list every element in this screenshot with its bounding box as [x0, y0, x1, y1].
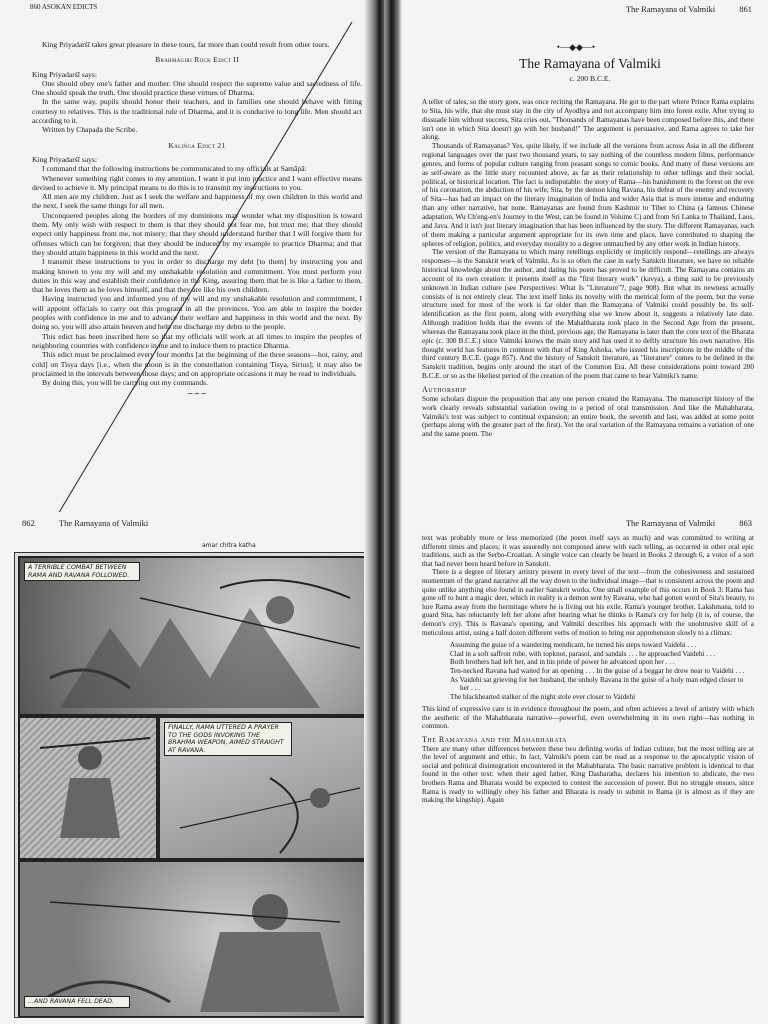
- page-number: 861: [739, 4, 752, 14]
- paragraph: This edict must be proclaimed every four months [at the beginning of the three seasons—hot, rainy, and cold] on Tisya days [i.e., when the moon is in the constellation containing Tisya, Sirius]; it may also be proclaimed in the intervals between those days; and on appropriate occasions it may be read to individuals.: [32, 350, 362, 378]
- fallen-warrior-icon: [20, 862, 368, 1016]
- warrior-figure-icon: [20, 718, 156, 858]
- page-number: 862: [22, 518, 35, 528]
- section-heading: The Ramayana and the Mahabharata: [422, 735, 567, 745]
- comic-panel-battle: [18, 556, 370, 716]
- paragraph: King Priyadarśī says:: [32, 69, 97, 79]
- header-title: The Ramayana of Valmiki: [625, 518, 716, 528]
- chapter-title: The Ramayana of Valmiki: [519, 56, 661, 71]
- running-header: [626, 518, 752, 528]
- paragraph: There is a degree of literary artistry present in every level of the text—from the cohesiveness and sustained momentum of the grand narrative all the way down to the individual image—that is consistent across the poem and quite unlike anything else found in earlier Sanskrit works. One small example of this occurs in Book 3: Rama has gone off to hunt a magic deer, which in reality is a demon sent by Ravana, who had gotten word of Sita's beauty, to lure Rama away from the hermitage where he is living out his exile. Rama's younger brother, Lakshmana, told to guard Sita, has reluctantly left her alone after hearing what he thinks is Rama's cry for help (it is, of course, the demon's cry). This is Ravana's opening, and Valmiki describes his approach with the unobtrusive skill of a meticulous artist, using a half dozen different verbs of motion to bring our apprehension slowly to a climax:: [422, 568, 754, 637]
- paragraph: One should obey one's father and mother. One should respect the supreme value and sacredness of life. One should speak the truth. One should practice these virtues of Dharma.: [32, 78, 362, 98]
- paragraph: The version of the Ramayana to which many retellings explicitly or implicitly respond—retellings are always responses—is the Sanskrit work of Valmiki. As is so often the case in early Sanskrit literature, we have no reliable historical knowledge about the author, and dating his poem has proved to be difficult. The Ramayana contains an account of its own creation: it presents itself as the "first literary work" (kavya), a thing said to be previously unknown in Indian culture (see Perspectives: What Is "Literature"?, page 908). But what its newness actually consists of is not entirely clear. The text itself links its novelty with the metrical form of the poem, but the verse structure used for most of the work is far older than the Ramayana of Valmiki could possibly be. Its self-identification as the first poem, along with everything else we know about it, suggests a relatively late date. Although tradition holds that the events of the Mahabharata took place in the Second Age from the present, whereas the Ramayana took place in the third, previous age, the Ramayana is later than the core text of the Bharata epic (c. 300 B.C.E.) since Valmiki knows the main story and has used it to deftly structure his own narrative. His thought world has features in common with that of King Ashoka, who issued his inscriptions in the middle of the third century B.C.E. (page 857). And the history of Sanskrit literature, as "literature" comes to be defined in the Sanskrit tradition, begins only around the start of the Common Era. All these considerations point toward 200 B.C.E. or so as the likeliest period of the creation of the poem that came to bear Valmiki's name.: [422, 248, 754, 381]
- verse-line: Both brothers had left her, and in his pride of power he advanced upon her . . .: [450, 658, 675, 667]
- verse-line: Ten-necked Ravana had waited for an opening . . . In the guise of a beggar he drew near to Vaidehi . . .: [450, 666, 745, 675]
- comic-illustration: [14, 552, 372, 1018]
- comic-panel-prayer: [158, 716, 370, 860]
- page-860: [0, 0, 384, 512]
- page-861-body: [422, 98, 754, 439]
- paragraph: A teller of tales, so the story goes, was once reciting the Ramayana. He got to the part where Prince Rama explains to Sita, his wife, that she must stay in the city of Ayodhya and not accompany him into forest exile. After trying to dissuade him without success, Sita cries out, "Thousands of Ramayanas have been composed before this, and there isn't one in which Sita doesn't go with her husband!" The argument is persuasive, and Rama agrees to take her along.: [422, 98, 754, 142]
- paragraph: Whenever something right comes to my attention, I want it put into practice and I want effective means devised to achieve it. My principal means to do this is to transmit my instructions to you.: [32, 173, 362, 192]
- paragraph: By doing this, you will be carrying out my commands.: [42, 378, 208, 388]
- comic-caption: ...AND RAVANA FELL DEAD.: [24, 996, 130, 1008]
- page-header: 860 ASOKAN EDICTS: [30, 3, 98, 11]
- paragraph: King Priyadarśī says:: [32, 154, 97, 164]
- verse-block: [422, 641, 754, 701]
- paragraph: Written by Chapaḍa the Scribe.: [42, 125, 138, 135]
- paragraph: Having instructed you and informed you of my will and my unshakable resolution and commitment, I will appoint officials to carry out this program in all the provinces. You are able to inspire the border peoples with confidence in me and to advance their welfare and happiness in this world and the next. By doing so, you will also attain heaven and help me discharge my debts to the people.: [32, 294, 362, 332]
- paragraph: In the same way, pupils should honor their teachers, and in families one should behave with fitting courtesy to relatives. This is the traditional rule of Dharma, and it is conducive to long life. Men should act according to it.: [32, 97, 362, 126]
- end-ornament: ∽∽∽: [187, 389, 207, 399]
- paragraph: Thousands of Ramayanas? Yes, quite likely, if we include all the versions from across Asia in all the different regional languages over the past two thousand years, to say nothing of the countless modern films, performance genres, and forms of popular culture ranging from peasant songs to comic books. And many of these versions are as self-aware as the little story recounted above, as far as their relationship to other tellings and their social, political, or historical location. The fact is indisputable: the story of Rama—his banishment to the forest on the eve of his coronation, the abduction of his wife, Sita, by the demon king Ravana, his defeat of the enemy and recovery of Sita—has had an impact on the literary imagination of India and wider Asia that is more intense and enduring than any other narrative, bar none. Ramayanas are found from Kashmir to Tibet to China (a famous Chinese adaptation, Wu Ch'eng-en's Journey to the West, can be found in Volume C) and from Sri Lanka to Thailand, Laos, and Java. And it isn't just literary imagination that has been influenced by the story. The different Ramayanas, each of them making a particular argument appropriate for its own time and place, have contributed to shaping the spheres of religion, politics, and everyday morality to a degree unmatched by any other work in Indian history.: [422, 142, 754, 248]
- verse-line: The blackhearted stalker of the night stole ever closer to Vaidehi: [450, 692, 636, 701]
- paragraph: Some scholars dispute the proposition that any one person created the Ramayana. The manuscript history of the work clearly reveals substantial variation owing to a period of oral transmission. And like the Mahabharata, Valmiki's text was subject to continual expansion; an entire book, the seventh and last, was added at some point (perhaps along with the greater part of the first). Yet the oral variation of the Ramayana remains a variation of one and the same poem. The: [422, 394, 754, 439]
- verse-line: As Vaidehi sat grieving for her husband, the unholy Ravana in the guise of a holy man edged closer to her . . .: [450, 675, 744, 693]
- page-number: 863: [739, 518, 752, 528]
- paragraph: King Priyadarśī takes great pleasure in these tours, far more than could result from other tours.: [42, 40, 330, 49]
- paragraph: This kind of expressive care is in evidence throughout the poem, and often achieves a level of artistry with which the aesthetic of the Mahabharata narrative—powerful, even overwhelming in its own right—has nothing in common.: [422, 705, 754, 731]
- verse-line: Clad in a soft saffron robe, with topknot, parasol, and sandals . . . he approached Vaidehi . . .: [450, 649, 716, 658]
- comic-caption: FINALLY, RAMA UTTERED A PRAYER TO THE GODS INVOKING THE BRAHMA WEAPON, AIMED STRAIGHT AT RAVANA.: [164, 722, 292, 756]
- running-header: [22, 518, 148, 528]
- pen-strike-line: [0, 0, 384, 512]
- paragraph: I transmit these instructions to you in order to discharge my debt [to them] by instructing you and making known to you my will and my unshakable resolution and commitment. You must perform your duties in this way and establish their confidence in the King, assuring them that he is like a father to them, that he loves them as he loves himself, and that they are like his own children.: [32, 257, 362, 295]
- paragraph: text was probably more or less memorized (the poem itself says as much) and was committed to writing at different times and places; it was assuredly not composed anew with each telling, as occurred in other oral epic traditions, such as the Serbo-Croatian. A single voice can clearly be heard in Books 2 through 6, a voice of a sort that had never been heard before in Sanskrit.: [422, 534, 754, 568]
- running-header: [626, 4, 752, 14]
- header-title: The Ramayana of Valmiki: [625, 4, 716, 14]
- comic-publisher-label: amar chitra katha: [202, 542, 256, 549]
- comic-caption: A TERRIBLE COMBAT BETWEEN RAMA AND RAVANA FOLLOWED.: [24, 562, 140, 581]
- chapter-date: c. 200 B.C.E.: [569, 74, 611, 83]
- comic-panel-ravana-falls: [18, 860, 370, 1018]
- section-heading: Brahmagiri Rock Edict II: [155, 55, 239, 65]
- page-863-body: [422, 534, 754, 805]
- section-heading: Authorship: [422, 385, 467, 394]
- section-heading: Kaliṅga Edict 21: [168, 140, 226, 150]
- page-862: [0, 512, 384, 1024]
- paragraph: This edict has been inscribed here so that my officials will work at all times to inspire the peoples of neighboring countries with confidence in me and to induce them to practice Dharma.: [32, 331, 362, 350]
- paragraph: All men are my children. Just as I seek the welfare and happiness of my own children in this world and the next, I seek the same things for all men.: [32, 192, 362, 211]
- header-title: The Ramayana of Valmiki: [58, 518, 149, 528]
- battle-scene-icon: [20, 558, 368, 714]
- page-861: [384, 0, 768, 512]
- page-863: [384, 512, 768, 1024]
- book-gutter-shadow: [384, 512, 402, 1024]
- comic-panel-rider: [18, 716, 158, 860]
- paragraph: I command that the following instructions be communicated to my officials at Samāpā:: [42, 164, 307, 174]
- paragraph: There are many other differences between these two defining works of Indian culture, but the most telling are at the level of argument and ethic. In fact, Valmiki's poem can be read as a response to the apocalyptic vision of social and political disintegration encountered in the Mahabharata. The basic narrative problem is identical to that found in the other text: when their aged father, King Dasharatha, declares his intention to abdicate, the two brothers Rama and Bharata would be expected to contest the succession of power. But no struggle ensues, since Rama is ready to willingly obey his father and Bharata is ready to submit to Rama (it is almost as if they are making the kingship). Again: [422, 744, 754, 805]
- title-ornament: •—◆◆—•: [556, 42, 596, 52]
- verse-line: Assuming the guise of a wandering mendicant, he turned his steps toward Vaidehi . . .: [450, 641, 697, 650]
- paragraph: Unconquered peoples along the borders of my dominions may wonder what my disposition is toward them. My only wish with respect to them is that they should not fear me, but trust me; that they should expect only happiness from me, not misery; that they should understand further that I will forgive them for offenses which can be forgiven; that they should be induced by my example to practice Dharma; and that they should attain happiness in this world and the next.: [32, 210, 362, 257]
